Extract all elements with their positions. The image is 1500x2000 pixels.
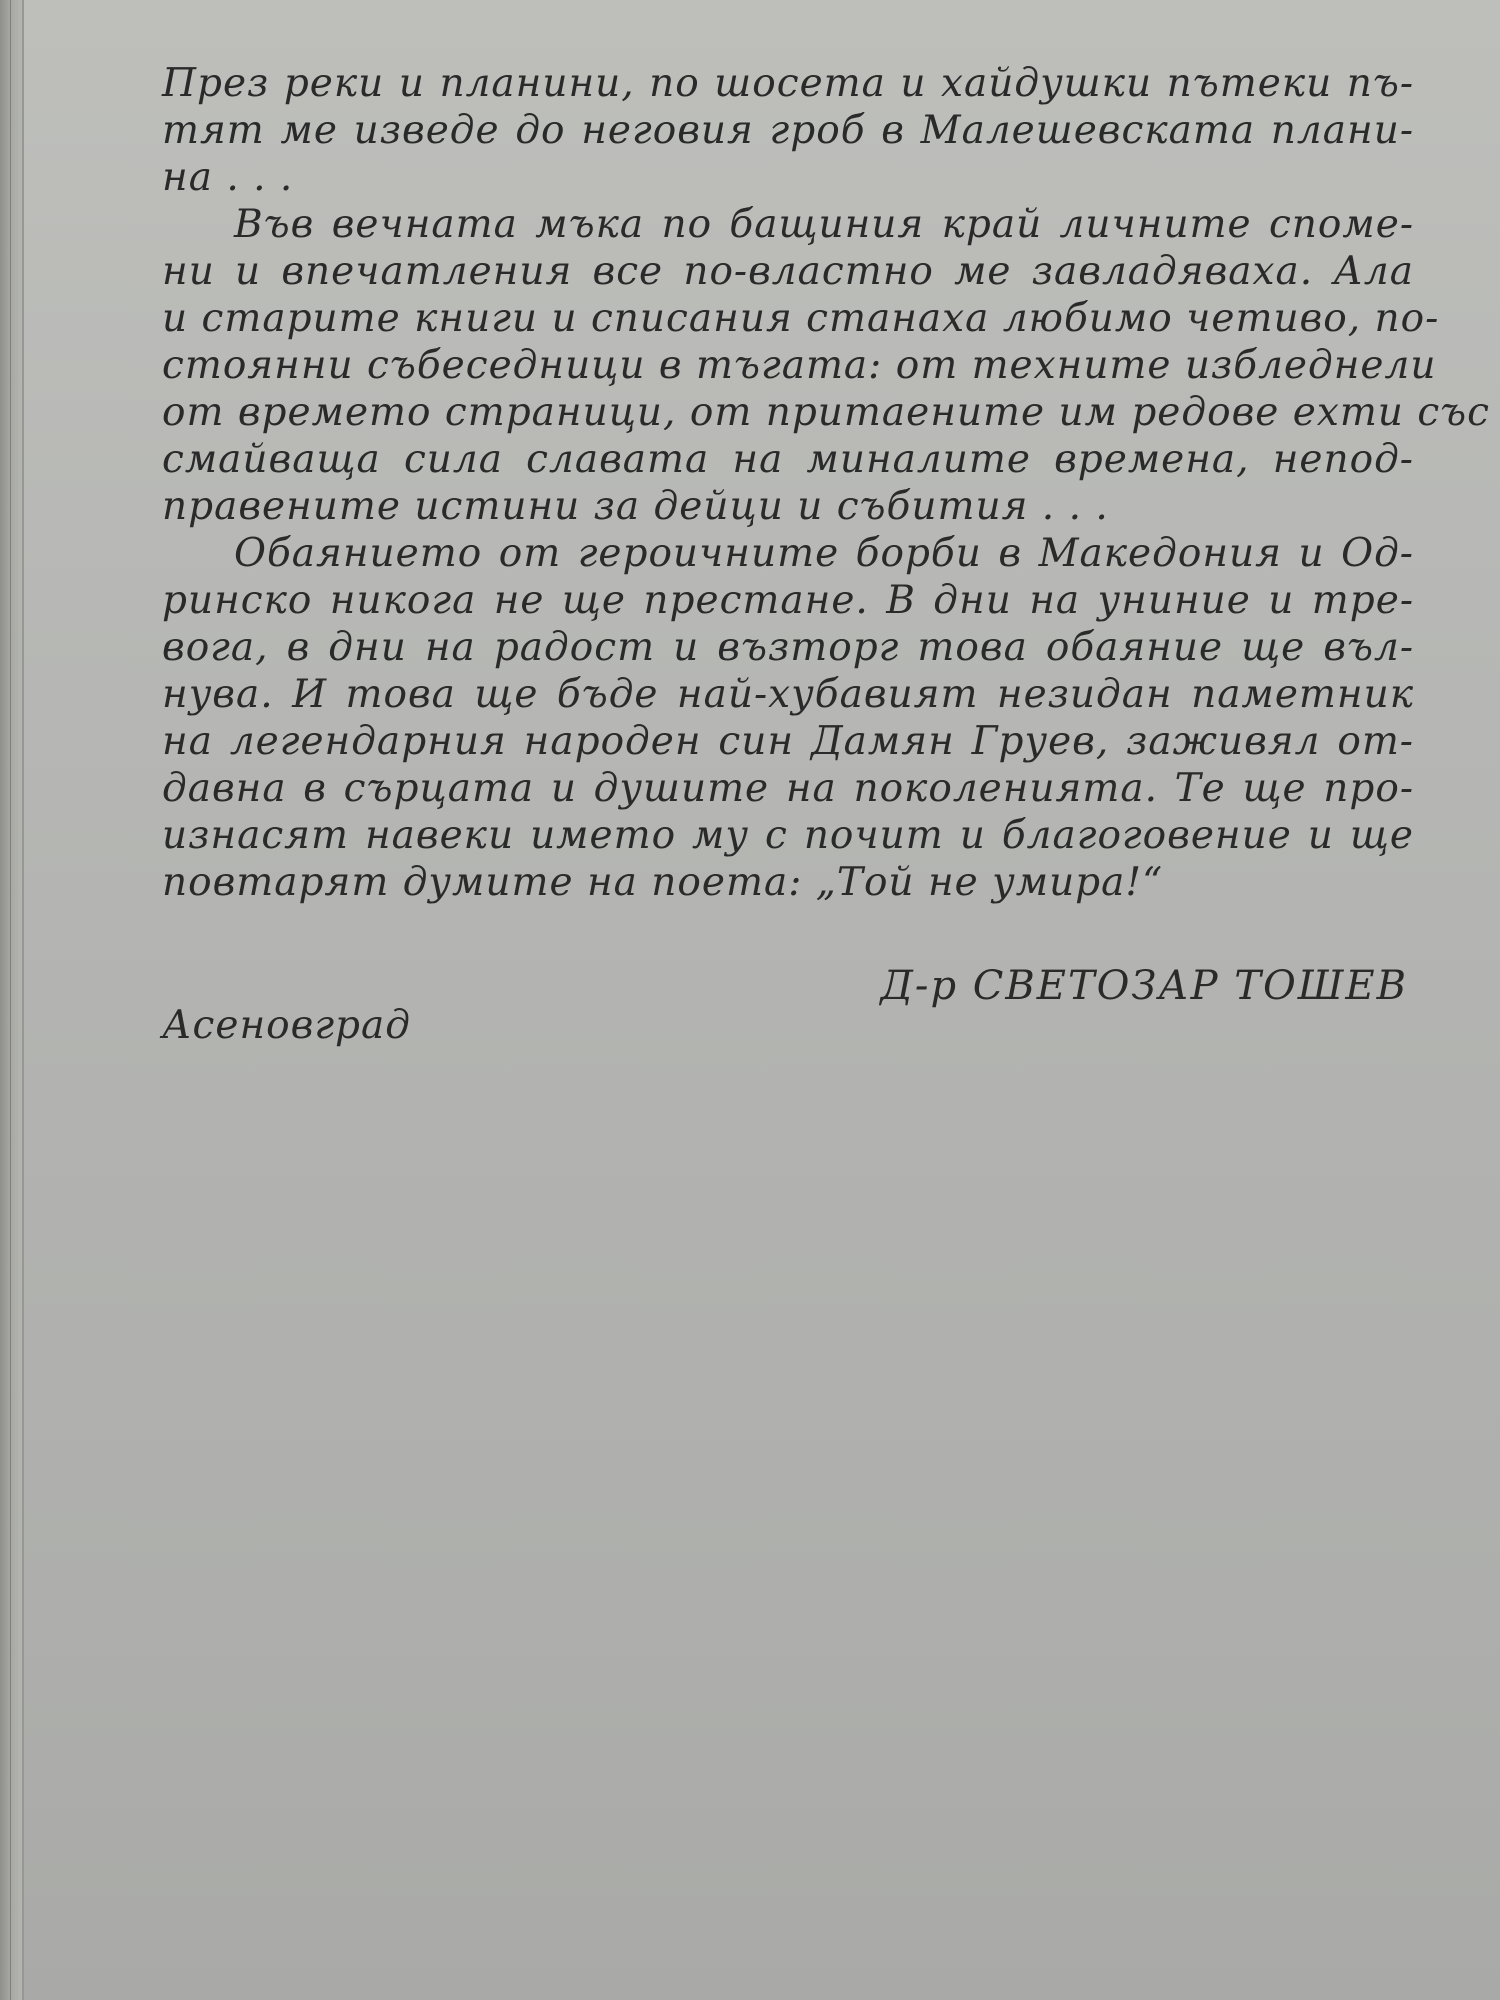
text-line: от времето страници, от притаените им редове ехти със: [162, 390, 1491, 435]
text-line: повтарят думите на поета: „Той не умира!“: [162, 860, 1164, 905]
text-line: смайваща сила славата на миналите времена, непод-: [162, 437, 1414, 482]
text-line: правените истини за дейци и събития . . .: [162, 484, 1109, 529]
text-line: вога, в дни на радост и възторг това обаяние ще въл-: [162, 625, 1414, 670]
text-line: ринско никога не ще престане. В дни на униние и тре-: [162, 578, 1414, 623]
text-line: ни и впечатления все по-властно ме завладяваха. Ала: [162, 249, 1414, 294]
page-spine-edge: [0, 0, 24, 2000]
text-line: Обаянието от героичните борби в Македония и Од-: [234, 531, 1414, 576]
text-line: нува. И това ще бъде най-хубавият незидан паметник: [162, 672, 1414, 717]
text-line: През реки и планини, по шосета и хайдушки пътеки пъ-: [162, 61, 1414, 106]
text-line: на легендарния народен син Дамян Груев, заживял от-: [162, 719, 1414, 764]
body-text: [162, 60, 1491, 906]
text-line: стоянни събеседници в тъгата: от техните избледнели: [162, 343, 1437, 388]
text-line: тят ме изведе до неговия гроб в Малешевската плани-: [162, 108, 1414, 153]
text-line: и старите книги и списания станаха любимо четиво, по-: [162, 296, 1440, 341]
text-line: давна в сърцата и душите на поколенията. Те ще про-: [162, 766, 1414, 811]
text-line: на . . .: [162, 155, 294, 200]
text-line: Във вечната мъка по бащиния край личните споме-: [234, 202, 1414, 247]
place-name: Асеновград: [162, 1003, 411, 1048]
page-spine-line: [10, 0, 11, 2000]
text-line: изнасят навеки името му с почит и благоговение и ще: [162, 813, 1414, 858]
author-signature: Д-р СВЕТОЗАР ТОШЕВ: [880, 963, 1408, 1009]
